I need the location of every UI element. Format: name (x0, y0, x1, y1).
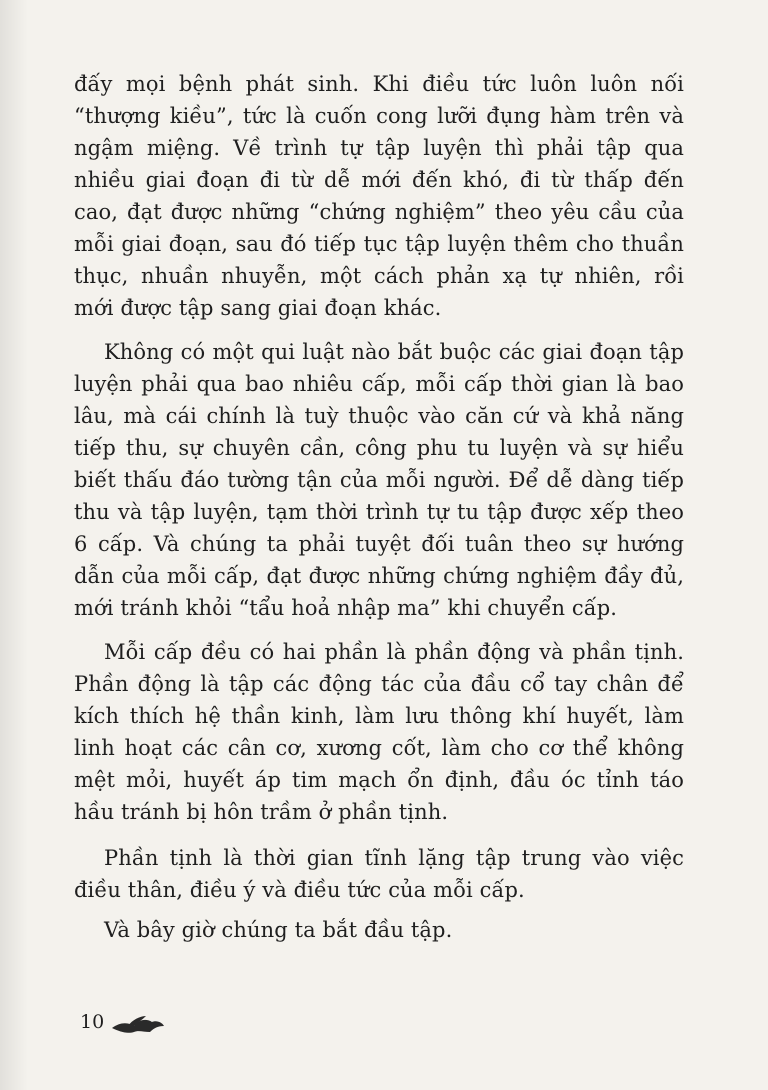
text-line: cao, đạt được những “chứng nghiệm” theo yêu cầu của (74, 200, 684, 224)
text-line: hầu tránh bị hôn trầm ở phần tịnh. (74, 800, 449, 824)
text-line: đấy mọi bệnh phát sinh. Khi điều tức luôn luôn nối (74, 72, 684, 96)
bird-ornament-icon (110, 1010, 166, 1043)
page-number: 10 (80, 1011, 105, 1033)
text-line: Và bây giờ chúng ta bắt đầu tập. (104, 918, 453, 942)
text-line: ngậm miệng. Về trình tự tập luyện thì phải tập qua (74, 136, 684, 160)
text-line: 6 cấp. Và chúng ta phải tuyệt đối tuân theo sự hướng (74, 532, 684, 556)
text-line: điều thân, điều ý và điều tức của mỗi cấp. (74, 878, 525, 902)
text-line: “thượng kiều”, tức là cuốn cong lưỡi đụng hàm trên và (74, 104, 684, 128)
text-line: nhiều giai đoạn đi từ dễ mới đến khó, đi từ thấp đến (74, 168, 684, 192)
text-line: thục, nhuần nhuyễn, một cách phản xạ tự nhiên, rồi (74, 264, 684, 288)
text-line: Phần tịnh là thời gian tĩnh lặng tập trung vào việc (104, 846, 684, 870)
text-line: biết thấu đáo tường tận của mỗi người. Để dễ dàng tiếp (74, 468, 684, 492)
text-line: tiếp thu, sự chuyên cần, công phu tu luyện và sự hiểu (74, 436, 684, 460)
text-line: Phần động là tập các động tác của đầu cổ tay chân để (74, 672, 684, 696)
text-line: Mỗi cấp đều có hai phần là phần động và phần tịnh. (104, 640, 684, 664)
text-line: dẫn của mỗi cấp, đạt được những chứng nghiệm đầy đủ, (74, 564, 684, 588)
text-line: linh hoạt các cân cơ, xương cốt, làm cho cơ thể không (74, 736, 684, 760)
text-line: luyện phải qua bao nhiêu cấp, mỗi cấp thời gian là bao (74, 372, 684, 396)
text-line: Không có một qui luật nào bắt buộc các giai đoạn tập (104, 340, 684, 364)
page-gutter-shadow (0, 0, 28, 1090)
text-line: thu và tập luyện, tạm thời trình tự tu tập được xếp theo (74, 500, 684, 524)
text-line: lâu, mà cái chính là tuỳ thuộc vào căn cứ và khả năng (74, 404, 684, 428)
text-line: mới được tập sang giai đoạn khác. (74, 296, 442, 320)
text-line: kích thích hệ thần kinh, làm lưu thông khí huyết, làm (74, 704, 684, 728)
text-line: mệt mỏi, huyết áp tim mạch ổn định, đầu óc tỉnh táo (74, 768, 684, 792)
text-line: mỗi giai đoạn, sau đó tiếp tục tập luyện thêm cho thuần (74, 232, 684, 256)
text-line: mới tránh khỏi “tẩu hoả nhập ma” khi chuyển cấp. (74, 596, 618, 620)
